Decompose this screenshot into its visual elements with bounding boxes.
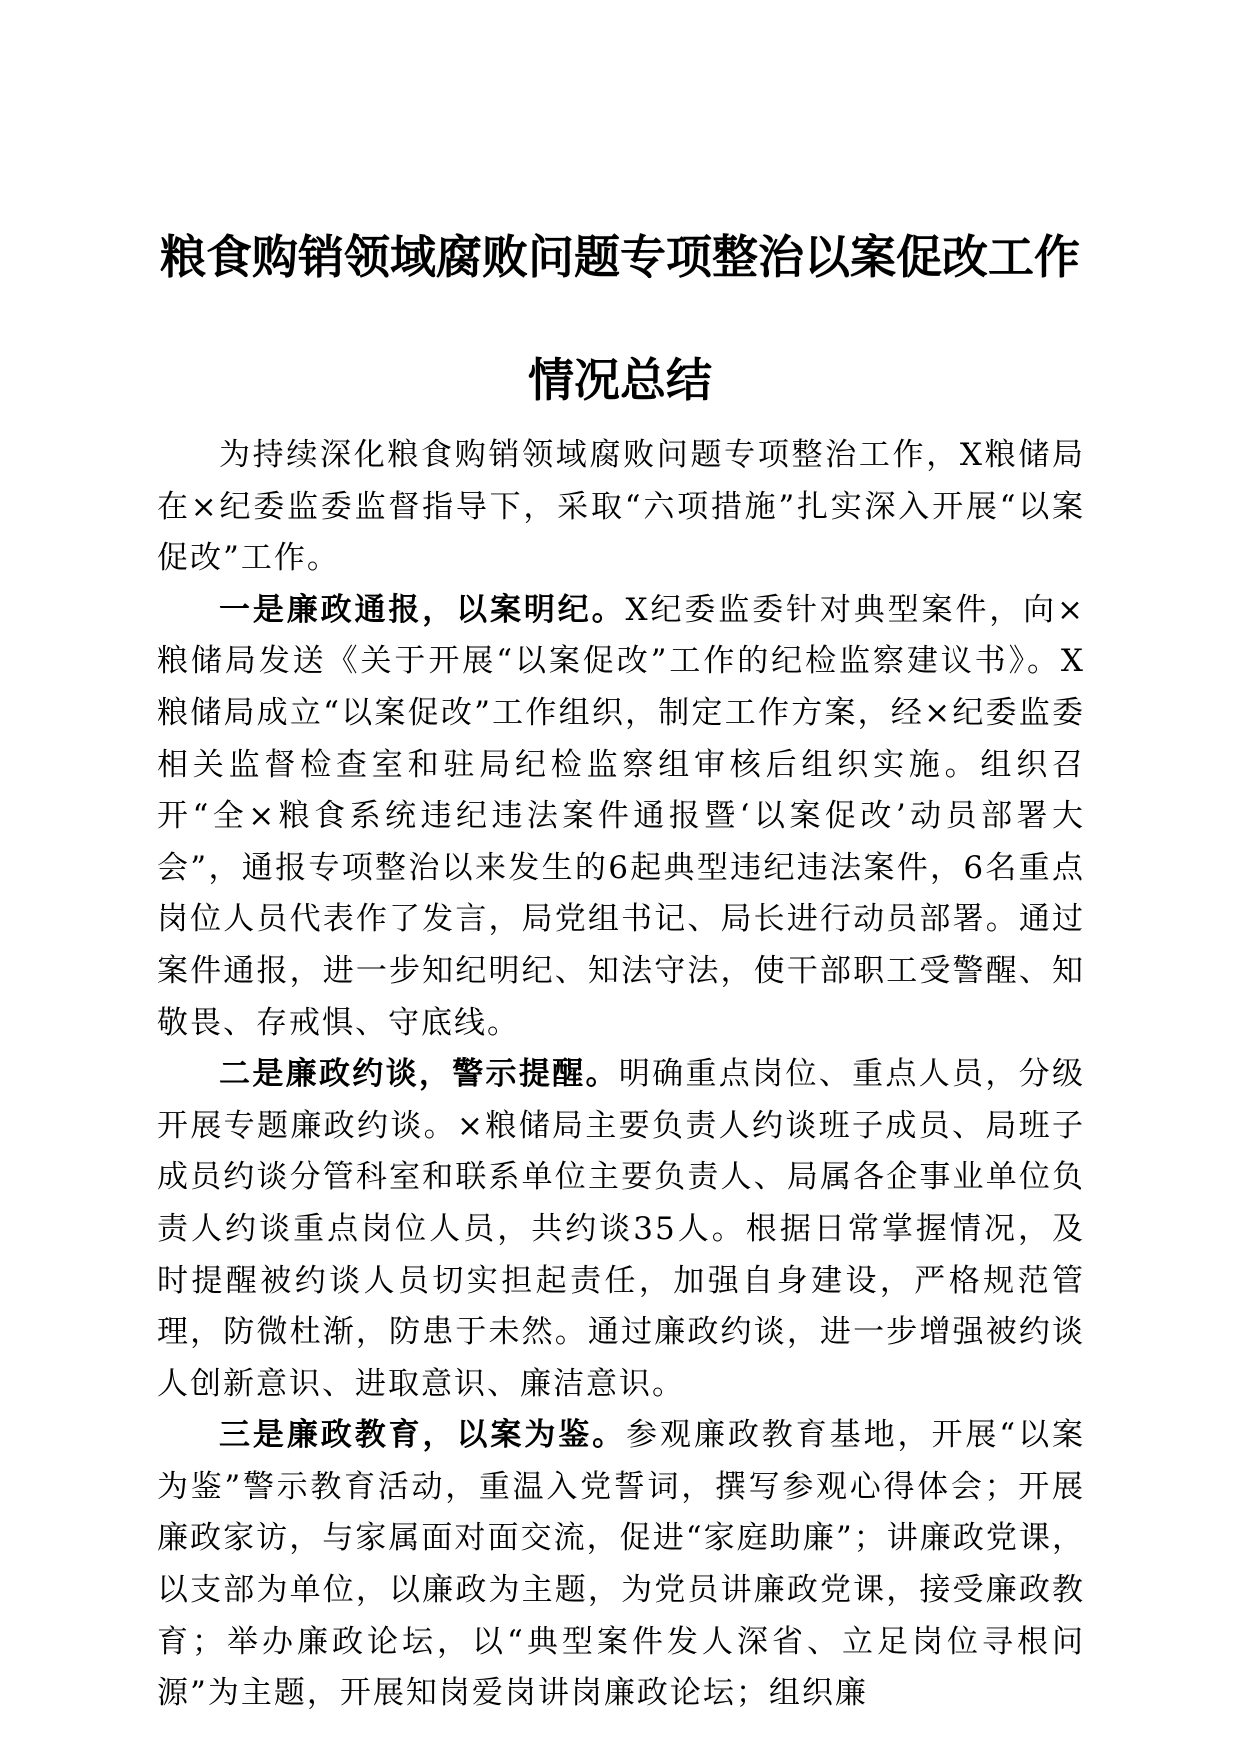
paragraph-text: X纪委监委针对典型案件，向×粮储局发送《关于开展“以案促改”工作的纪检监察建议书》。X粮储局成立“以案促改”工作组织，制定工作方案，经×纪委监委相关监督检查室和驻局纪检监察组审核后组织实施。组织召开“全×粮食系统违纪违法案件通报暨‘以案促改’动员部署大会”，通报专项整治以来发生的6起典型违纪违法案件，6名重点岗位人员代表作了发言，局党组书记、局长进行动员部署。通过案件通报，进一步知纪明纪、知法守法，使干部职工受警醒、知敬畏、存戒惧、守底线。	[157, 591, 1086, 1041]
measure-paragraph-3	[157, 1410, 1085, 1720]
paragraph-lead: 二是廉政约谈，警示提醒。	[219, 1056, 619, 1093]
document-title-line-1: 粮食购销领域腐败问题专项整治以案促改工作	[160, 230, 1080, 284]
paragraph-text: 明确重点岗位、重点人员，分级开展专题廉政约谈。×粮储局主要负责人约谈班子成员、局班子成员约谈分管科室和联系单位主要负责人、局属各企事业单位负责人约谈重点岗位人员，共约谈35人。根据日常掌握情况，及时提醒被约谈人员切实担起责任，加强自身建设，严格规范管理，防微杜渐，防患于未然。通过廉政约谈，进一步增强被约谈人创新意识、进取意识、廉洁意识。	[157, 1056, 1086, 1402]
paragraph-lead: 三是廉政教育，以案为鉴。	[219, 1417, 627, 1454]
measure-paragraph-1	[157, 585, 1085, 1049]
paragraph-text: 为持续深化粮食购销领域腐败问题专项整治工作，X粮储局在×纪委监委监督指导下，采取“六项措施”扎实深入开展“以案促改”工作。	[157, 437, 1085, 577]
intro-paragraph	[157, 430, 1085, 585]
paragraph-lead: 一是廉政通报，以案明纪。	[219, 591, 626, 628]
document-body	[157, 430, 1085, 1720]
paragraph-text: 参观廉政教育基地，开展“以案为鉴”警示教育活动，重温入党誓词，撰写参观心得体会；开展廉政家访，与家属面对面交流，促进“家庭助廉”；讲廉政党课，以支部为单位，以廉政为主题，为党员讲廉政党课，接受廉政教育；举办廉政论坛，以“典型案件发人深省、立足岗位寻根问源”为主题，开展知岗爱岗讲岗廉政论坛；组织廉	[157, 1417, 1085, 1712]
document-title-line-2: 情况总结	[528, 353, 712, 407]
measure-paragraph-2	[157, 1049, 1085, 1410]
